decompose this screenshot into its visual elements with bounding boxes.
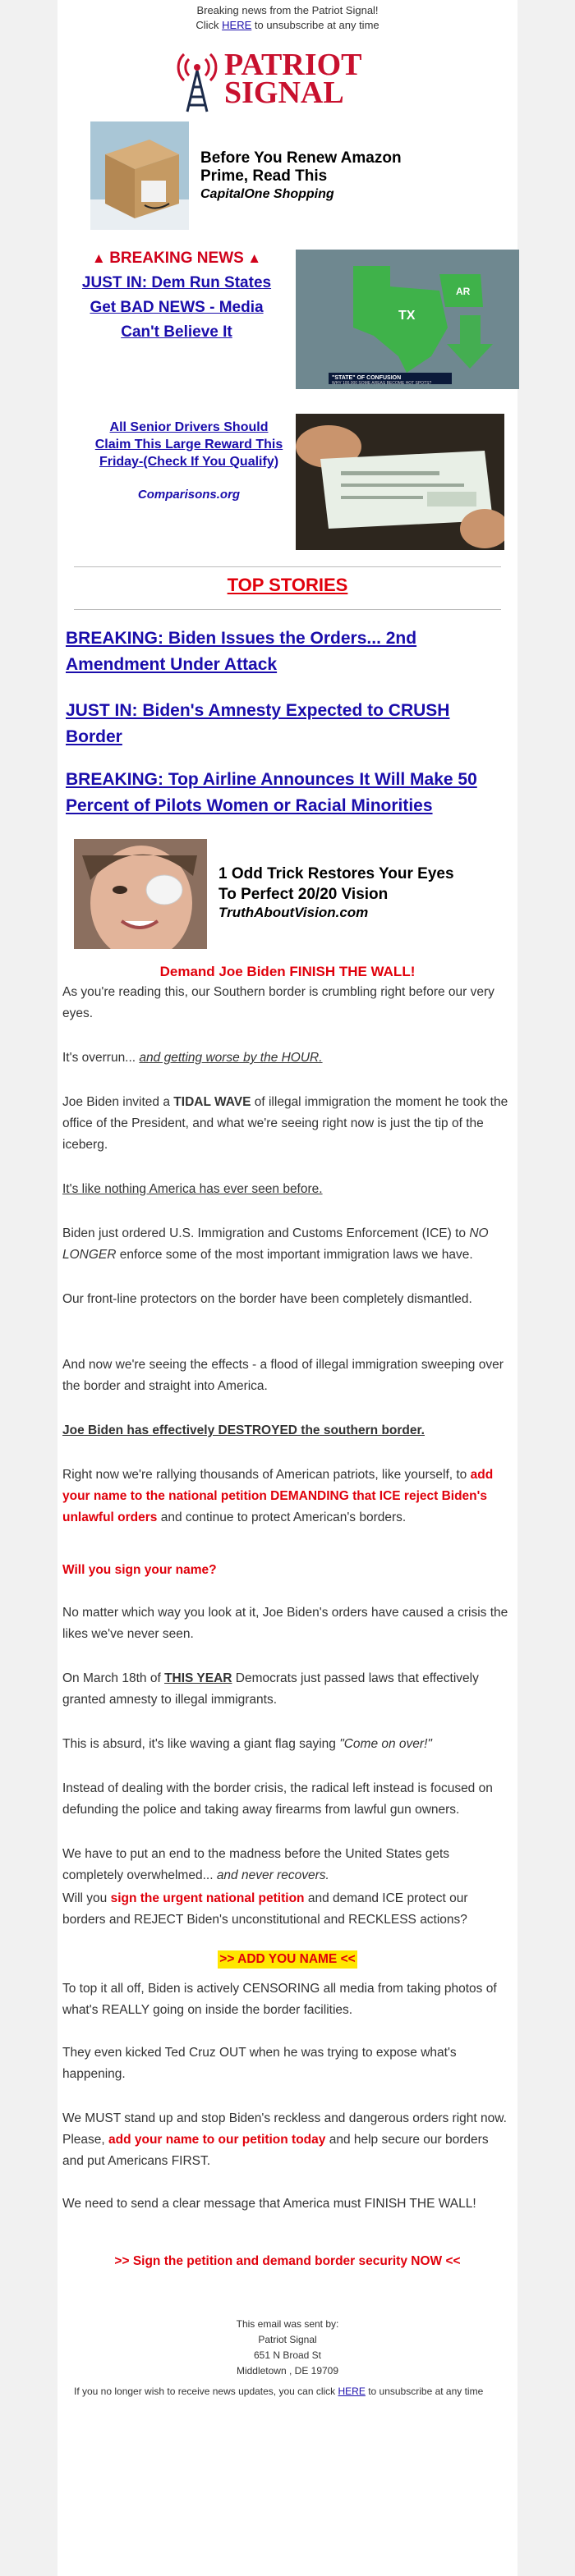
paragraph: As you're reading this, our Southern border is crumbling right before our very eyes. (62, 985, 494, 1020)
paragraph: Instead of dealing with the border crisis, the radical left instead is focused on defunding the police and taking away firearms from lawful gun owners. (62, 1781, 493, 1817)
paragraph: Our front-line protectors on the border have been completely dismantled. (62, 1292, 472, 1306)
paragraph: Right now we're rallying thousands of American patriots, like yourself, to add your name to the national petition DEMANDING that ICE reject Biden's unlawful orders and continue to protect American's borders. (62, 1468, 494, 1524)
email-body (58, 0, 518, 2576)
paragraph: On March 18th of THIS YEAR Democrats just passed laws that effectively granted amnesty to illegal immigrants. (62, 1671, 479, 1707)
ad1-source[interactable]: CapitalOne Shopping (200, 187, 334, 201)
paragraph: Will you sign the urgent national petition and demand ICE protect our borders and REJECT Biden's unconstitutional and RECKLESS actions? (62, 1891, 468, 1927)
ad1-title[interactable]: Before You Renew Amazon Prime, Read This (200, 149, 402, 185)
footer-unsubscribe: If you no longer wish to receive news updates, you can click HERE to unsubscribe at any time (74, 2386, 484, 2397)
map-label-tx: TX (398, 309, 416, 323)
siren-icon: ▲ (91, 250, 106, 266)
petition-link[interactable]: add your name to the national petition DEMANDING that ICE reject Biden's unlawful orders (62, 1468, 494, 1524)
paragraph: We need to send a clear message that America must FINISH THE WALL! (62, 2197, 476, 2211)
unsubscribe-link-bottom[interactable]: HERE (338, 2386, 366, 2397)
paragraph: It's overrun... and getting worse by the HOUR. (62, 1051, 323, 1065)
preheader-line1: Breaking news from the Patriot Signal! (196, 4, 379, 16)
paragraph: To top it all off, Biden is actively CENSORING all media from taking photos of what's REALLY going on inside the border facilities. (62, 1982, 497, 2017)
paragraph: It's like nothing America has ever seen before. (62, 1182, 323, 1196)
breaking-news-label: ▲ BREAKING NEWS ▲ (91, 250, 262, 267)
map-caption-small: WHY 100,000 SOME AREAS BECOME HOT SPOTS? (332, 381, 432, 386)
logo-text: PATRIOT SIGNAL (224, 48, 362, 110)
siren-icon: ▲ (247, 250, 262, 266)
breaking-headline[interactable]: JUST IN: Dem Run States Get BAD NEWS - Media Can't Believe It (81, 274, 272, 341)
ad3-source[interactable]: Comparisons.org (137, 488, 241, 502)
sign-petition-cta[interactable]: >> Sign the petition and demand border security NOW << (114, 2254, 461, 2268)
preheader-line2: Click HERE to unsubscribe at any time (196, 19, 380, 31)
story-link[interactable]: BREAKING: Top Airline Announces It Will Make 50 Percent of Pilots Women or Racial Minorities (66, 770, 477, 815)
paragraph: We MUST stand up and stop Biden's reckless and dangerous orders right now. Please, add your name to our petition today and help secure our borders and put Americans FIRST. (62, 2111, 507, 2168)
paragraph: Joe Biden invited a TIDAL WAVE of illegal immigration the moment he took the office of the President, and what we're seeing right now is just the tip of the iceberg. (62, 1095, 508, 1152)
petition-link[interactable]: sign the urgent national petition (110, 1891, 305, 1905)
article-body (58, 0, 518, 2576)
paragraph: No matter which way you look at it, Joe Biden's orders have caused a crisis the likes we've never seen. (62, 1606, 508, 1641)
paragraph: Will you sign your name? (62, 1563, 217, 1577)
article-headline: Demand Joe Biden FINISH THE WALL! (159, 964, 416, 979)
paragraph: They even kicked Ted Cruz OUT when he was trying to expose what's happening. (62, 2046, 457, 2081)
footer-address: This email was sent by: Patriot Signal 651 N Broad St Middletown , DE 19709 (236, 2318, 339, 2377)
ad4-title[interactable]: 1 Odd Trick Restores Your Eyes To Perfect 20/20 Vision (218, 865, 454, 903)
map-label-ar: AR (456, 286, 471, 297)
top-stories-title: TOP STORIES (227, 575, 348, 595)
unsubscribe-link-top[interactable]: HERE (222, 19, 252, 31)
story-link[interactable]: JUST IN: Biden's Amnesty Expected to CRUSH Border (66, 701, 450, 746)
add-name-cta[interactable]: >> ADD YOU NAME << (58, 1950, 518, 1969)
paragraph: And now we're seeing the effects - a flood of illegal immigration sweeping over the border and straight into America. (62, 1358, 504, 1393)
paragraph: Biden just ordered U.S. Immigration and Customs Enforcement (ICE) to NO LONGER enforce some of the most important immigration laws we have. (62, 1226, 489, 1262)
paragraph: Joe Biden has effectively DESTROYED the southern border. (62, 1423, 425, 1437)
ad3-title[interactable]: All Senior Drivers Should Claim This Large Reward This Friday-(Check If You Qualify) (94, 420, 283, 469)
petition-link[interactable]: add your name to our petition today (108, 2133, 326, 2147)
map-caption: "STATE" OF CONFUSION (332, 375, 402, 381)
paragraph: This is absurd, it's like waving a giant flag saying "Come on over!" (62, 1737, 432, 1751)
ad4-source[interactable]: TruthAboutVision.com (218, 905, 369, 920)
paragraph: We have to put an end to the madness before the United States gets completely overwhelmed... and never recovers. (62, 1847, 450, 1882)
story-link[interactable]: BREAKING: Biden Issues the Orders... 2nd Amendment Under Attack (66, 629, 417, 674)
